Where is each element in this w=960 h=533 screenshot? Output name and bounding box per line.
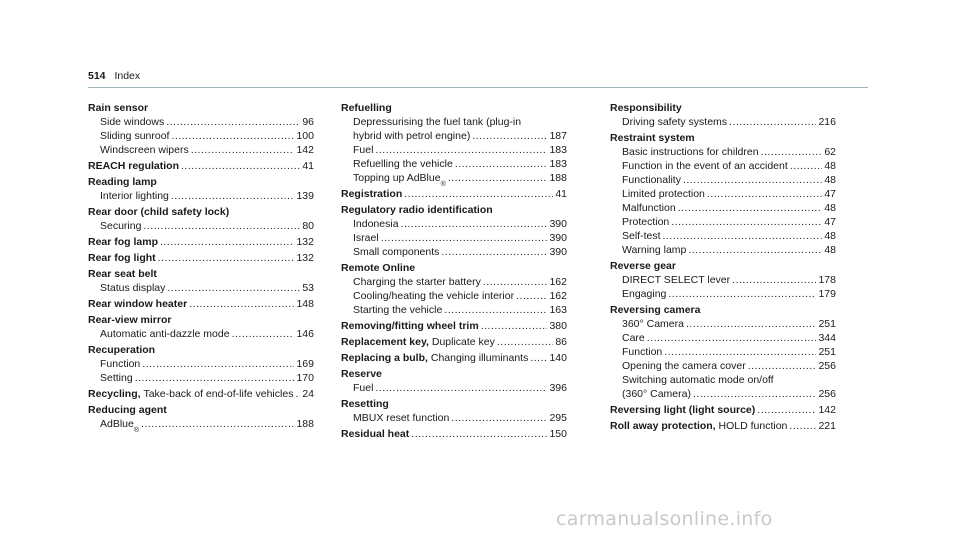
leader-dots <box>191 143 295 157</box>
page-ref-link[interactable]: 396 <box>549 382 567 394</box>
leader-dots <box>444 303 547 317</box>
subentry-text: Starting the vehicle <box>353 304 443 316</box>
subentry-text: Securing <box>100 220 142 232</box>
leader-dots <box>472 129 547 143</box>
page-number: 514 <box>88 70 106 82</box>
index-entry-heading <box>341 427 567 441</box>
index-subentry <box>88 357 314 371</box>
subentry-text: Limited protection <box>622 188 705 200</box>
subentry-text: Refuelling the vehicle <box>353 158 453 170</box>
page-ref-link[interactable]: 132 <box>296 252 314 264</box>
subentry-text: Malfunction <box>622 202 676 214</box>
leader-dots <box>530 351 547 365</box>
index-subentry: Topping up AdBlue ® ..... 188 <box>341 171 567 185</box>
index-subentry <box>610 287 836 301</box>
subentry-text: Small components <box>353 246 440 258</box>
leader-dots <box>166 115 300 129</box>
index-entry <box>341 101 567 188</box>
page-ref-link[interactable]: 390 <box>549 246 567 258</box>
subentry-text: Function <box>100 358 141 370</box>
index-subentry <box>610 187 836 201</box>
index-subentry <box>610 215 836 229</box>
entry-inline-text: Duplicate key <box>431 336 495 348</box>
index-entry-heading <box>88 313 314 327</box>
leader-dots <box>688 243 822 257</box>
index-entry-heading <box>610 419 836 433</box>
index-subentry <box>610 173 836 187</box>
entry-title: Rear door (child safety lock) <box>88 206 230 218</box>
page-ref-link[interactable]: 150 <box>549 428 567 440</box>
page-ref-link[interactable]: 221 <box>818 420 836 432</box>
leader-dots <box>732 273 816 287</box>
index-entry-heading <box>341 319 567 333</box>
index-subentry <box>610 387 836 401</box>
subentry-text: Warning lamp <box>622 244 687 256</box>
index-subentry <box>88 143 314 157</box>
page-ref-link[interactable]: 47 <box>824 188 836 200</box>
page-ref-link[interactable]: 188 <box>549 172 567 184</box>
subentry-text: Self-test <box>622 230 661 242</box>
leader-dots <box>671 215 822 229</box>
leader-dots <box>663 229 823 243</box>
page-ref-link[interactable]: 344 <box>818 332 836 344</box>
entry-title: Reversing camera <box>610 304 701 316</box>
page-ref-link[interactable]: 48 <box>824 174 836 186</box>
page-ref-link[interactable]: 390 <box>549 232 567 244</box>
subentry-text: AdBlue <box>100 418 134 430</box>
subentry-text: Depressurising the fuel tank (plug-in <box>353 116 522 128</box>
index-entry <box>88 297 314 311</box>
entry-title: Roll away protection, <box>610 420 716 432</box>
index-entry <box>341 261 567 317</box>
index-entry-heading <box>88 343 314 357</box>
index-entry <box>610 403 836 417</box>
subentry-text: Sliding sunroof <box>100 130 170 142</box>
index-subentry <box>610 273 836 287</box>
watermark: carmanualsonline.info <box>556 508 773 530</box>
entry-title: Responsibility <box>610 102 682 114</box>
subentry-text: Opening the camera cover <box>622 360 746 372</box>
page-ref-link[interactable]: 48 <box>824 244 836 256</box>
leader-dots <box>483 275 548 289</box>
index-entry-heading <box>88 387 314 401</box>
page-ref-link[interactable]: 96 <box>302 116 314 128</box>
leader-dots <box>142 357 294 371</box>
leader-dots <box>158 251 295 265</box>
entry-title: Reversing light (light source) <box>610 404 756 416</box>
entry-title: Reducing agent <box>88 404 167 416</box>
page-ref-link[interactable]: 390 <box>549 218 567 230</box>
page-ref-link[interactable]: 47 <box>824 216 836 228</box>
leader-dots <box>497 335 553 349</box>
index-entry-heading <box>88 159 314 173</box>
leader-dots <box>160 235 294 249</box>
index-entry <box>88 175 314 203</box>
index-column-2 <box>341 101 567 443</box>
leader-dots <box>516 289 547 303</box>
entry-title: Restraint system <box>610 132 695 144</box>
entry-title: Rain sensor <box>88 102 149 114</box>
subentry-text: Basic instructions for children <box>622 146 759 158</box>
index-subentry <box>341 411 567 425</box>
subentry-text: Automatic anti-dazzle mode <box>100 328 230 340</box>
entry-inline-text: HOLD function <box>718 420 788 432</box>
subentry-text: Functionality <box>622 174 681 186</box>
page-ref-link[interactable]: 169 <box>296 358 314 370</box>
subentry-text: Function in the event of an accident <box>622 160 788 172</box>
index-entry <box>88 251 314 265</box>
leader-dots <box>375 381 547 395</box>
index-entry-heading <box>88 267 314 281</box>
index-entry <box>88 205 314 233</box>
subentry-text: Function <box>622 346 663 358</box>
leader-dots <box>171 129 294 143</box>
subentry-text: Israel <box>353 232 379 244</box>
leader-dots <box>181 159 300 173</box>
index-subentry <box>88 115 314 129</box>
entry-title: Resetting <box>341 398 389 410</box>
index-subentry <box>610 115 836 129</box>
index-subentry <box>341 289 567 303</box>
index-entry-heading <box>88 235 314 249</box>
index-entry <box>610 131 836 257</box>
page-ref-link[interactable]: 100 <box>296 130 314 142</box>
subentry-text: Setting <box>100 372 133 384</box>
leader-dots <box>683 173 822 187</box>
page-ref-link[interactable]: 380 <box>549 320 567 332</box>
page-ref-link[interactable]: 48 <box>824 160 836 172</box>
index-subentry <box>610 159 836 173</box>
index-entry <box>341 367 567 395</box>
page-ref-link[interactable]: 183 <box>549 144 567 156</box>
leader-dots <box>451 411 547 425</box>
index-subentry <box>88 371 314 385</box>
index-subentry <box>341 157 567 171</box>
index-subentry <box>610 359 836 373</box>
index-entry <box>88 343 314 385</box>
leader-dots <box>686 317 816 331</box>
entry-title: Rear-view mirror <box>88 314 172 326</box>
subentry-text: Charging the starter battery <box>353 276 481 288</box>
entry-title: Regulatory radio identification <box>341 204 493 216</box>
index-entry <box>341 203 567 259</box>
entry-title: Rear window heater <box>88 298 188 310</box>
index-entry <box>88 387 314 401</box>
index-subentry <box>610 345 836 359</box>
page-ref-link[interactable]: 53 <box>302 282 314 294</box>
index-entry-heading <box>88 297 314 311</box>
index-entry <box>341 335 567 349</box>
page-ref-link[interactable]: 187 <box>549 130 567 142</box>
leader-dots <box>295 387 300 401</box>
index-entry-heading <box>341 203 567 217</box>
subentry-text: Engaging <box>622 288 667 300</box>
page-ref-link[interactable]: 183 <box>549 158 567 170</box>
index-subentry <box>341 143 567 157</box>
index-subentry <box>341 231 567 245</box>
entry-title: Reading lamp <box>88 176 157 188</box>
entry-title: Residual heat <box>341 428 410 440</box>
leader-dots <box>171 189 295 203</box>
subentry-text: Driving safety systems <box>622 116 728 128</box>
subentry-text: Topping up AdBlue <box>353 172 441 184</box>
page-ref-link[interactable]: 170 <box>296 372 314 384</box>
subentry-text: Indonesia <box>353 218 399 230</box>
index-entry-heading <box>88 175 314 189</box>
index-entry <box>341 427 567 441</box>
index-subentry <box>88 219 314 233</box>
entry-inline-text: Take-back of end-of-life vehicles <box>143 388 294 400</box>
index-subentry: AdBlue ® ..... 188 <box>88 417 314 431</box>
subentry-text: Side windows <box>100 116 165 128</box>
index-subentry <box>341 129 567 143</box>
index-entry-heading <box>610 403 836 417</box>
subentry-text: Cooling/heating the vehicle interior <box>353 290 515 302</box>
index-subentry <box>88 189 314 203</box>
index-subentry <box>341 245 567 259</box>
index-entry-heading <box>341 335 567 349</box>
leader-dots <box>167 281 300 295</box>
entry-title: Rear seat belt <box>88 268 157 280</box>
subentry-text: Interior lighting <box>100 190 169 202</box>
leader-dots <box>232 327 295 341</box>
entry-title: Replacing a bulb, <box>341 352 428 364</box>
leader-dots <box>381 231 548 245</box>
page-ref-link[interactable]: 24 <box>302 388 314 400</box>
leader-dots <box>411 427 547 441</box>
subentry-text: Care <box>622 332 645 344</box>
index-entry <box>88 159 314 173</box>
page-ref-link[interactable]: 146 <box>296 328 314 340</box>
page-ref-link[interactable]: 139 <box>296 190 314 202</box>
entry-title: Registration <box>341 188 403 200</box>
subentry-text: Fuel <box>353 382 374 394</box>
page-ref-link[interactable]: 142 <box>296 144 314 156</box>
subentry-text: Status display <box>100 282 166 294</box>
subentry-text: MBUX reset function <box>353 412 450 424</box>
entry-title: Removing/fitting wheel trim <box>341 320 479 332</box>
entry-title: Recycling, <box>88 388 141 400</box>
leader-dots <box>693 387 816 401</box>
index-entry-heading <box>341 261 567 275</box>
index-entry-heading <box>610 101 836 115</box>
index-subentry <box>88 327 314 341</box>
leader-dots <box>141 417 294 431</box>
page-header <box>88 70 140 82</box>
page-ref-link[interactable]: 162 <box>549 276 567 288</box>
index-entry <box>610 101 836 129</box>
index-subentry <box>610 317 836 331</box>
page-ref-link[interactable]: 256 <box>818 388 836 400</box>
leader-dots <box>668 287 816 301</box>
entry-title: Reserve <box>341 368 382 380</box>
subentry-text: Windscreen wipers <box>100 144 189 156</box>
index-entry-heading <box>341 187 567 201</box>
index-entry <box>88 403 314 434</box>
leader-dots <box>748 359 817 373</box>
leader-dots <box>481 319 548 333</box>
page-ref-link[interactable]: 41 <box>555 188 567 200</box>
index-subentry <box>88 129 314 143</box>
page-ref-link[interactable]: 132 <box>296 236 314 248</box>
index-entry <box>341 397 567 425</box>
index-subentry <box>341 303 567 317</box>
index-subentry <box>88 281 314 295</box>
index-column-1 <box>88 101 314 433</box>
index-entry <box>88 235 314 249</box>
index-entry <box>610 303 836 401</box>
index-entry-heading <box>88 403 314 417</box>
leader-dots <box>143 219 300 233</box>
page-ref-link[interactable]: 251 <box>818 346 836 358</box>
index-entry-heading <box>88 205 314 219</box>
leader-dots <box>455 157 548 171</box>
page-ref-link[interactable]: 140 <box>549 352 567 364</box>
leader-dots <box>729 115 816 129</box>
index-subentry <box>610 201 836 215</box>
index-column-3 <box>610 101 836 435</box>
index-entry <box>88 101 314 157</box>
leader-dots <box>189 297 294 311</box>
page-ref-link[interactable]: 148 <box>296 298 314 310</box>
subentry-text-continued: hybrid with petrol engine) <box>353 130 471 142</box>
subentry-text: DIRECT SELECT lever <box>622 274 731 286</box>
entry-title: Refuelling <box>341 102 392 114</box>
page-ref-link[interactable]: 188 <box>296 418 314 430</box>
leader-dots <box>678 201 823 215</box>
entry-inline-text: Changing illuminants <box>430 352 529 364</box>
subentry-text-continued: (360° Camera) <box>622 388 691 400</box>
index-subentry <box>341 275 567 289</box>
page-ref-link[interactable]: 62 <box>824 146 836 158</box>
index-entry <box>341 319 567 333</box>
page-ref-link[interactable]: 142 <box>818 404 836 416</box>
index-entry-heading <box>341 367 567 381</box>
leader-dots <box>789 419 816 433</box>
page-ref-link[interactable]: 256 <box>818 360 836 372</box>
index-entry <box>610 259 836 301</box>
index-entry-heading <box>341 351 567 365</box>
index-entry-heading <box>341 397 567 411</box>
subentry-text: Protection <box>622 216 670 228</box>
leader-dots <box>761 145 823 159</box>
index-entry-heading <box>610 131 836 145</box>
leader-dots <box>664 345 816 359</box>
index-entry <box>341 351 567 365</box>
leader-dots <box>757 403 816 417</box>
page-ref-link[interactable]: 162 <box>549 290 567 302</box>
page-ref-link[interactable]: 295 <box>549 412 567 424</box>
index-entry <box>610 419 836 433</box>
leader-dots <box>647 331 817 345</box>
entry-title: Rear fog lamp <box>88 236 159 248</box>
leader-dots <box>375 143 547 157</box>
index-subentry <box>610 331 836 345</box>
section-title: Index <box>114 70 141 82</box>
subentry-text: Switching automatic mode on/off <box>622 374 774 386</box>
index-entry <box>341 187 567 201</box>
leader-dots <box>401 217 548 231</box>
page-ref-link[interactable]: 179 <box>818 288 836 300</box>
leader-dots <box>790 159 823 173</box>
index-subentry <box>341 217 567 231</box>
page-ref-link[interactable]: 86 <box>555 336 567 348</box>
index-subentry <box>341 381 567 395</box>
entry-title: Rear fog light <box>88 252 156 264</box>
entry-title: REACH regulation <box>88 160 180 172</box>
index-subentry <box>610 243 836 257</box>
page-ref-link[interactable]: 178 <box>818 274 836 286</box>
subentry-text: 360° Camera <box>622 318 684 330</box>
index-entry <box>88 313 314 341</box>
header-divider <box>88 87 868 88</box>
page-ref-link[interactable]: 48 <box>824 202 836 214</box>
page-ref-link[interactable]: 80 <box>302 220 314 232</box>
index-entry <box>88 267 314 295</box>
index-subentry <box>610 229 836 243</box>
index-subentry <box>610 145 836 159</box>
entry-title: Recuperation <box>88 344 156 356</box>
index-entry-heading <box>88 251 314 265</box>
page-ref-link[interactable]: 216 <box>818 116 836 128</box>
page-ref-link[interactable]: 41 <box>302 160 314 172</box>
index-entry-heading <box>88 101 314 115</box>
index-entry-heading <box>610 303 836 317</box>
leader-dots <box>404 187 553 201</box>
entry-title: Remote Online <box>341 262 416 274</box>
index-entry-heading <box>610 259 836 273</box>
page-ref-link[interactable]: 163 <box>549 304 567 316</box>
entry-title: Reverse gear <box>610 260 676 272</box>
index-entry-heading <box>341 101 567 115</box>
leader-dots <box>135 371 295 385</box>
leader-dots <box>441 245 547 259</box>
page-ref-link[interactable]: 251 <box>818 318 836 330</box>
entry-title: Replacement key, <box>341 336 429 348</box>
leader-dots <box>448 171 548 185</box>
subentry-text: Fuel <box>353 144 374 156</box>
page-ref-link[interactable]: 48 <box>824 230 836 242</box>
leader-dots <box>707 187 822 201</box>
